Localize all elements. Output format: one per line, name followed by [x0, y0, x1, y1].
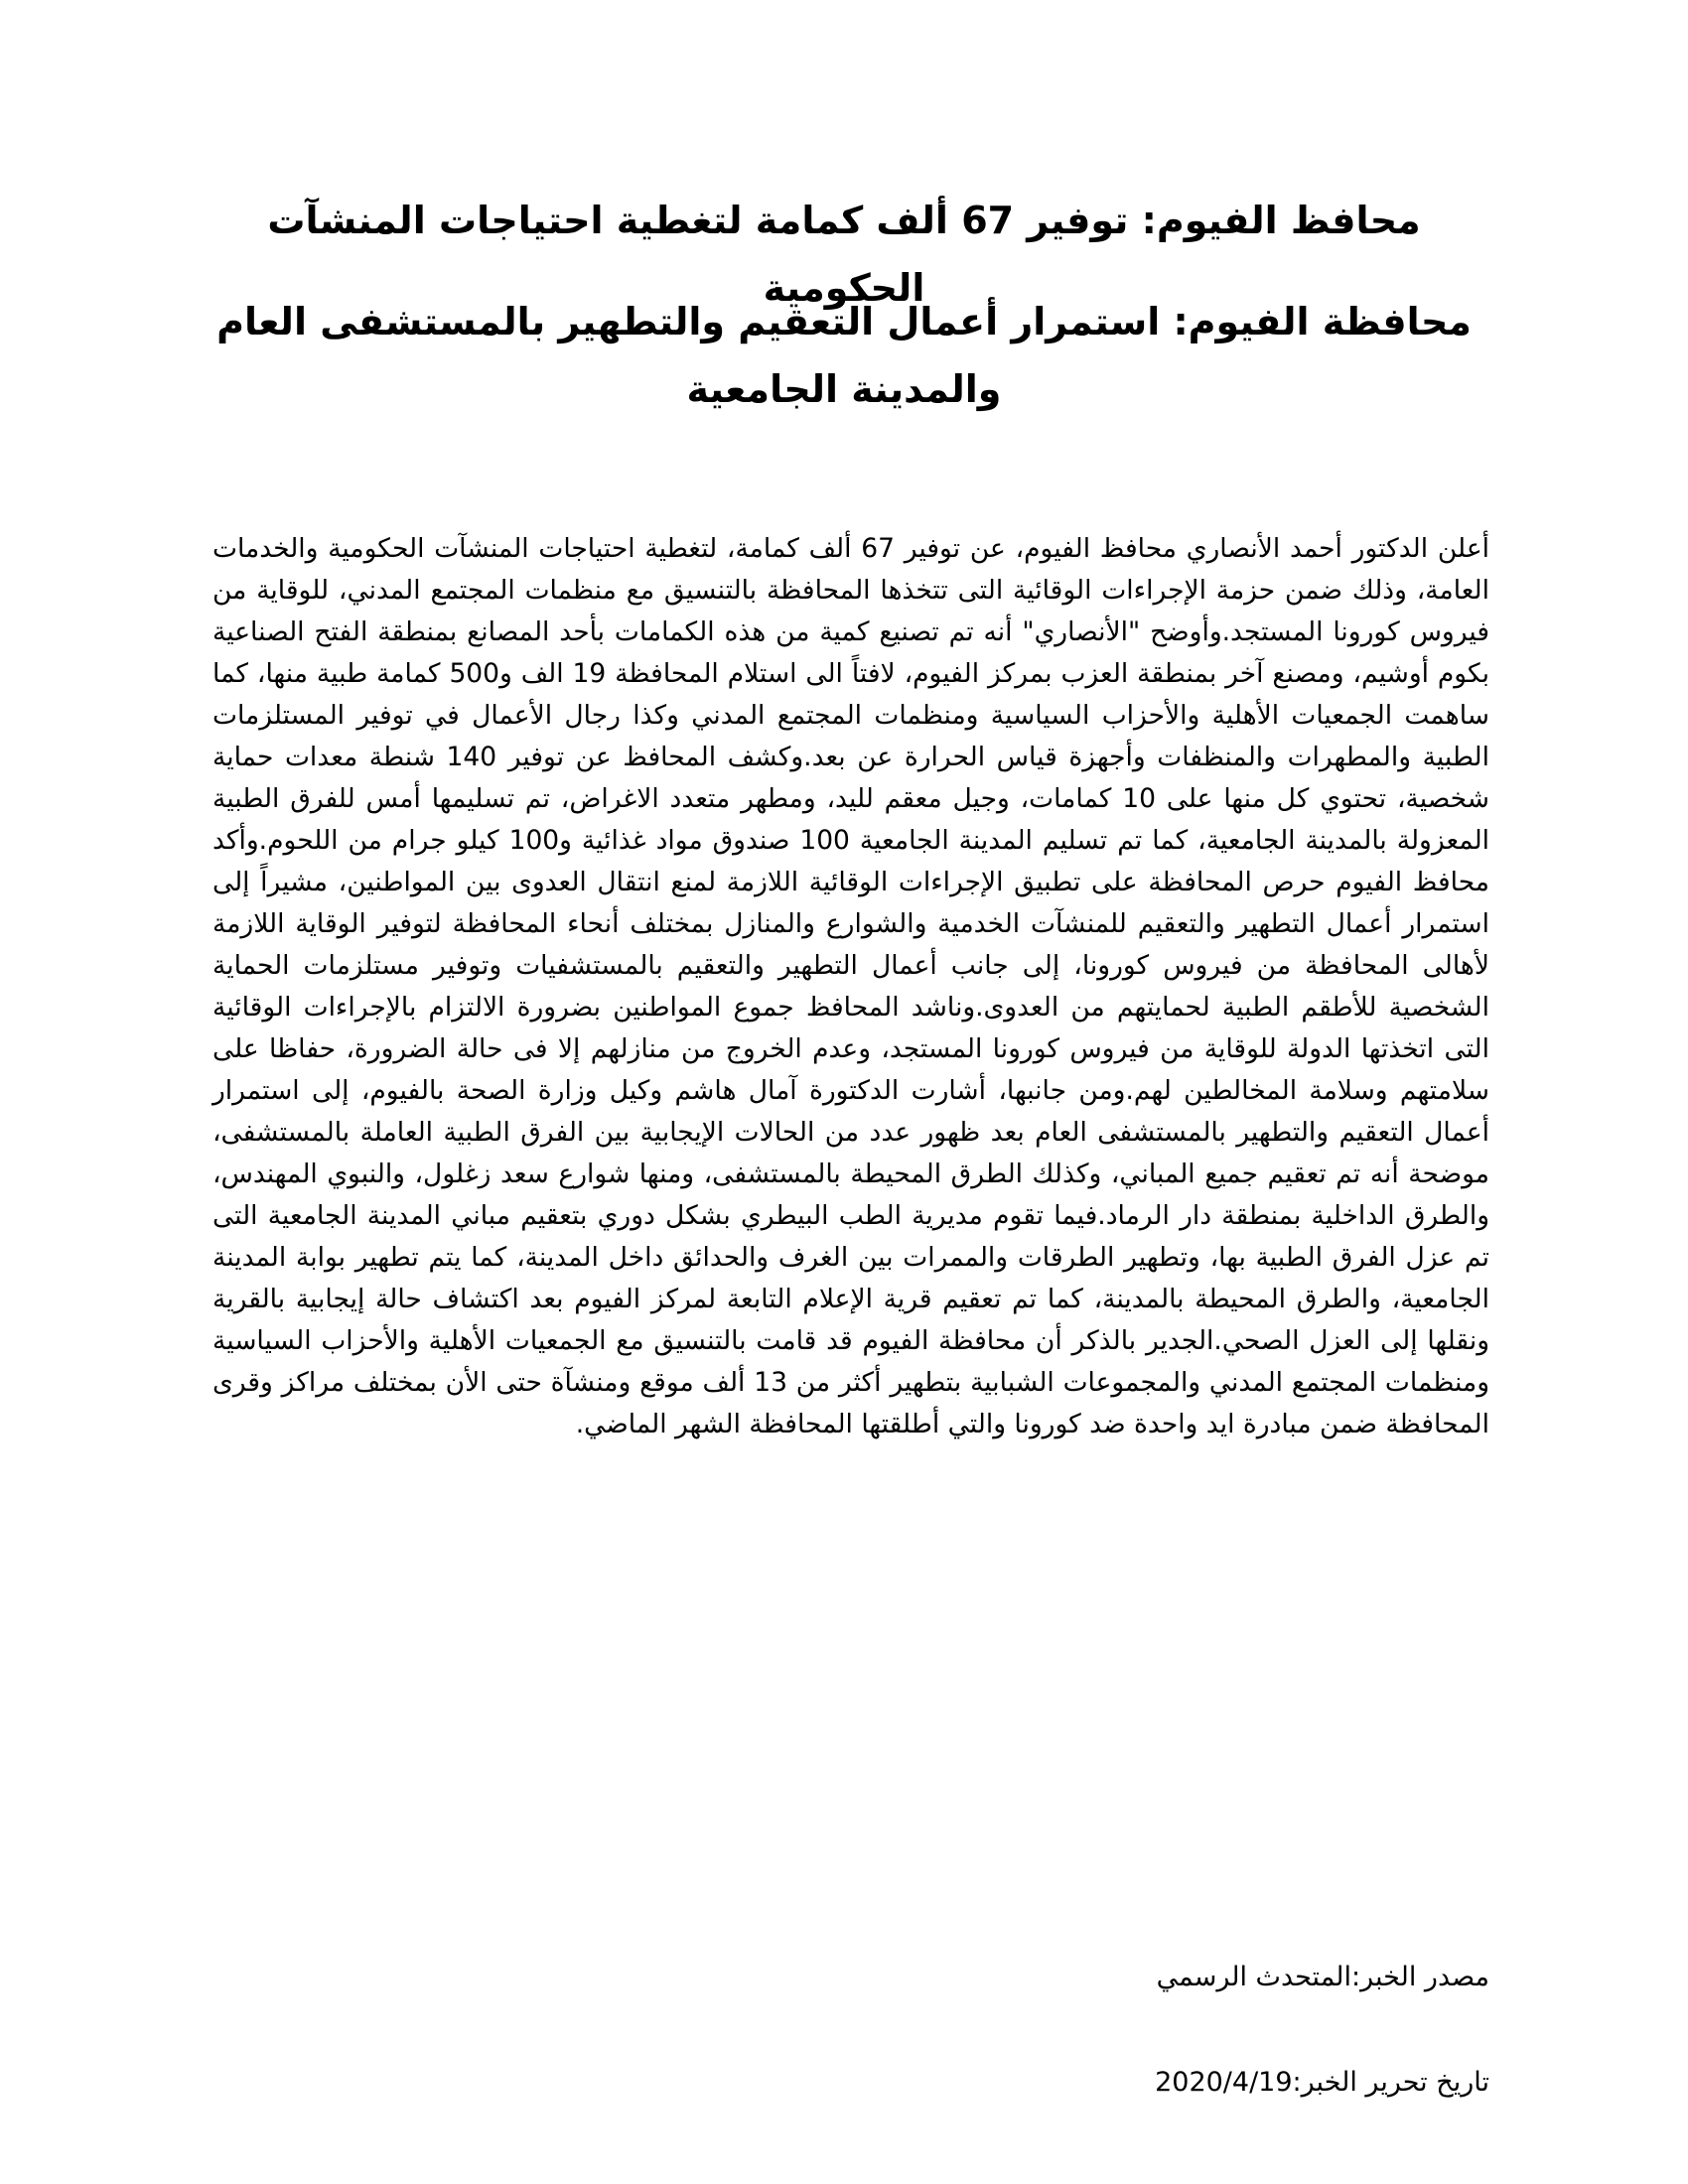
article-body: أعلن الدكتور أحمد الأنصاري محافظ الفيوم، عن توفير 67 ألف كمامة، لتغطية احتياجات المنشآت الحكومية والخدمات العامة، وذلك ضمن حزمة الإجراءات الوقائية التى تتخذها المحافظة بالتنسيق مع منظمات المجتمع المدني، للوقاية من فيروس كورونا المستجد.وأوضح "الأنصاري" أنه تم تصنيع كمية من هذه الكمامات بأحد المصانع بمنطقة الفتح الصناعية بكوم أوشيم، ومصنع آخر بمنطقة العزب بمركز الفيوم، لافتاً الى استلام المحافظة 19 الف و500 كمامة طبية منها، كما ساهمت الجمعيات الأهلية والأحزاب السياسية ومنظمات المجتمع المدني وكذا رجال الأعمال في توفير المستلزمات الطبية والمطهرات والمنظفات وأجهزة قياس الحرارة عن بعد.وكشف المحافظ عن توفير 140 شنطة معدات حماية شخصية، تحتوي كل منها على 10 كمامات، وجيل معقم لليد، ومطهر متعدد الاغراض، تم تسليمها أمس للفرق الطبية المعزولة بالمدينة الجامعية، كما تم تسليم المدينة الجامعية 100 صندوق مواد غذائية و100 كيلو جرام من اللحوم.وأكد محافظ الفيوم حرص المحافظة على تطبيق الإجراءات الوقائية اللازمة لمنع انتقال العدوى بين المواطنين، مشيراً إلى استمرار أعمال التطهير والتعقيم للمنشآت الخدمية والشوارع والمنازل بمختلف أنحاء المحافظة لتوفير الوقاية اللازمة لأهالى المحافظة من فيروس كورونا، إلى جانب أعمال التطهير والتعقيم بالمستشفيات وتوفير مستلزمات الحماية الشخصية للأطقم الطبية لحمايتهم من العدوى.وناشد المحافظ جموع المواطنين بضرورة الالتزام بالإجراءات الوقائية التى اتخذتها الدولة للوقاية من فيروس كورونا المستجد، وعدم الخروج من منازلهم إلا فى حالة الضرورة، حفاظا على سلامتهم وسلامة المخالطين لهم.ومن جانبها، أشارت الدكتورة آمال هاشم وكيل وزارة الصحة بالفيوم، إلى استمرار أعمال التعقيم والتطهير بالمستشفى العام بعد ظهور عدد من الحالات الإيجابية بين الفرق الطبية العاملة بالمستشفى، موضحة أنه تم تعقيم جميع المباني، وكذلك الطرق المحيطة بالمستشفى، ومنها شوارع سعد زغلول، والنبوي المهندس، والطرق الداخلية بمنطقة دار الرماد.فيما تقوم مديرية الطب البيطري بشكل دوري بتعقيم مباني المدينة الجامعية التى تم عزل الفرق الطبية بها، وتطهير الطرقات والممرات بين الغرف والحدائق داخل المدينة، كما يتم تطهير بوابة المدينة الجامعية، والطرق المحيطة بالمدينة، كما تم تعقيم قرية الإعلام التابعة لمركز الفيوم بعد اكتشاف حالة إيجابية بالقرية ونقلها إلى العزل الصحي.الجدير بالذكر أن محافظة الفيوم قد قامت بالتنسيق مع الجمعيات الأهلية والأحزاب السياسية ومنظمات المجتمع المدني والمجموعات الشبابية بتطهير أكثر من 13 ألف موقع ومنشآة حتى الأن بمختلف مراكز وقرى المحافظة ضمن مبادرة ايد واحدة ضد كورونا والتي أطلقتها المحافظة الشهر الماضي.: [212, 533, 1490, 1439]
news-date-line: تاريخ تحرير الخبر:2020/4/19: [1155, 2067, 1489, 2098]
news-source-line: مصدر الخبر:المتحدث الرسمي: [1156, 1962, 1489, 1992]
headline-masks: محافظ الفيوم: توفير 67 ألف كمامة لتغطية احتياجات المنشآت الحكومية: [267, 199, 1421, 310]
headline-sterilization: محافظة الفيوم: استمرار أعمال التعقيم والتطهير بالمستشفى العام والمدينة الجامعية: [216, 300, 1472, 411]
